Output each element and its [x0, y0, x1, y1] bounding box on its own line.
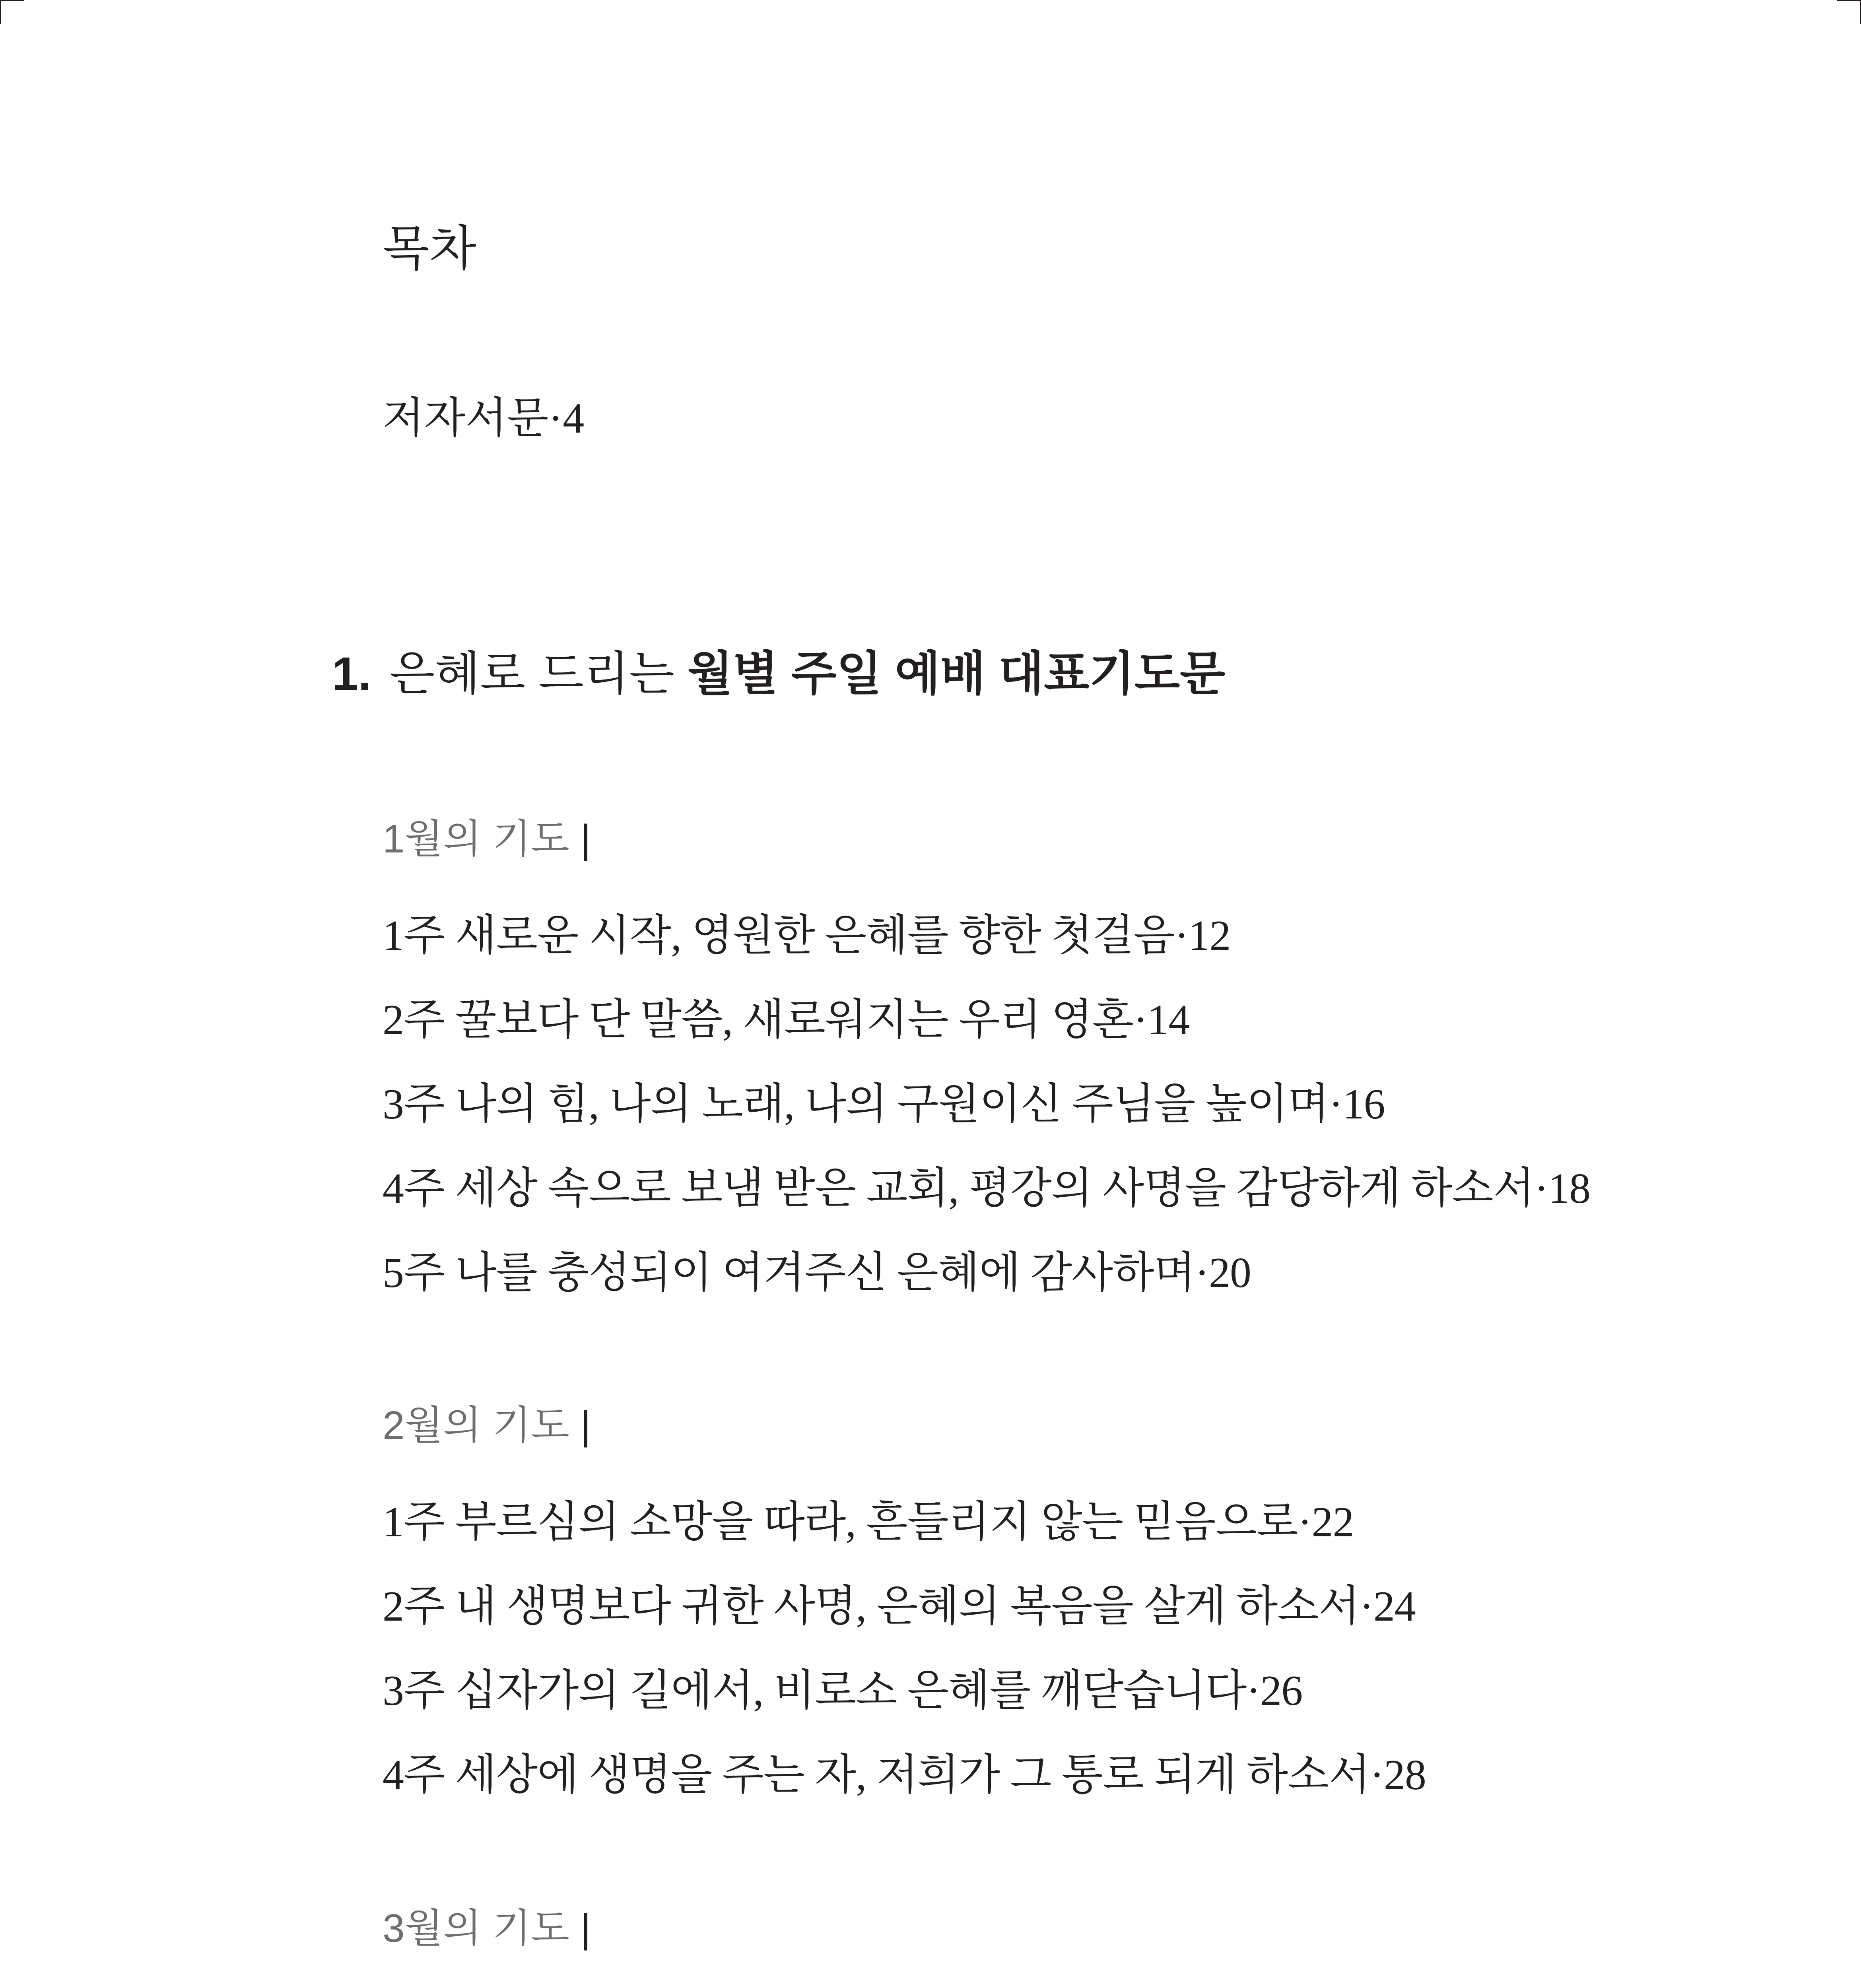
- part-title-bold: 월별 주일 예배 대표기도문: [687, 648, 1226, 700]
- toc-entry[interactable]: 4주 세상에 생명을 주는 자, 저희가 그 통로 되게 하소서·28: [383, 1751, 1426, 1799]
- part-title[interactable]: [332, 642, 1225, 706]
- part-number: 1.: [332, 648, 371, 700]
- toc-entry[interactable]: 5주 나를 충성되이 여겨주신 은혜에 감사하며·20: [383, 1249, 1251, 1297]
- crop-mark: [0, 0, 24, 1]
- month-divider: |: [580, 1403, 591, 1448]
- crop-mark: [0, 0, 1, 24]
- page-title: 목차: [383, 221, 476, 276]
- month-section: [383, 1398, 1426, 1817]
- toc-entry[interactable]: [383, 1983, 1580, 1988]
- month-divider: |: [580, 817, 591, 861]
- toc-entry[interactable]: 3주 십자가의 길에서, 비로소 은혜를 깨닫습니다·26: [383, 1667, 1303, 1714]
- toc-entry[interactable]: 1주 새로운 시작, 영원한 은혜를 향한 첫걸음·12: [383, 912, 1231, 959]
- toc-entry[interactable]: 3주 나의 힘, 나의 노래, 나의 구원이신 주님을 높이며·16: [383, 1081, 1385, 1128]
- month-label: [383, 1398, 1426, 1453]
- month-label: [383, 811, 1590, 867]
- crop-mark: [1837, 0, 1861, 1]
- toc-entry[interactable]: 1주 부르심의 소망을 따라, 흔들리지 않는 믿음으로·22: [383, 1499, 1354, 1546]
- toc-entry[interactable]: 4주 세상 속으로 보냄 받은 교회, 평강의 사명을 감당하게 하소서·18: [383, 1165, 1591, 1212]
- month-section: [383, 811, 1590, 1315]
- part-title-light: 은혜로 드리는: [389, 648, 688, 700]
- toc-entry[interactable]: 2주 꿀보다 단 말씀, 새로워지는 우리 영혼·14: [383, 996, 1190, 1044]
- month-label-text: 3월의 기도: [383, 1906, 569, 1951]
- month-divider: |: [580, 1906, 591, 1951]
- month-section: [383, 1901, 1580, 1988]
- month-label-text: 1월의 기도: [383, 817, 569, 861]
- toc-entry-preface[interactable]: 저자서문·4: [383, 395, 585, 442]
- month-label-text: 2월의 기도: [383, 1403, 569, 1448]
- month-label: [383, 1901, 1580, 1956]
- toc-entry[interactable]: 2주 내 생명보다 귀한 사명, 은혜의 복음을 살게 하소서·24: [383, 1583, 1416, 1630]
